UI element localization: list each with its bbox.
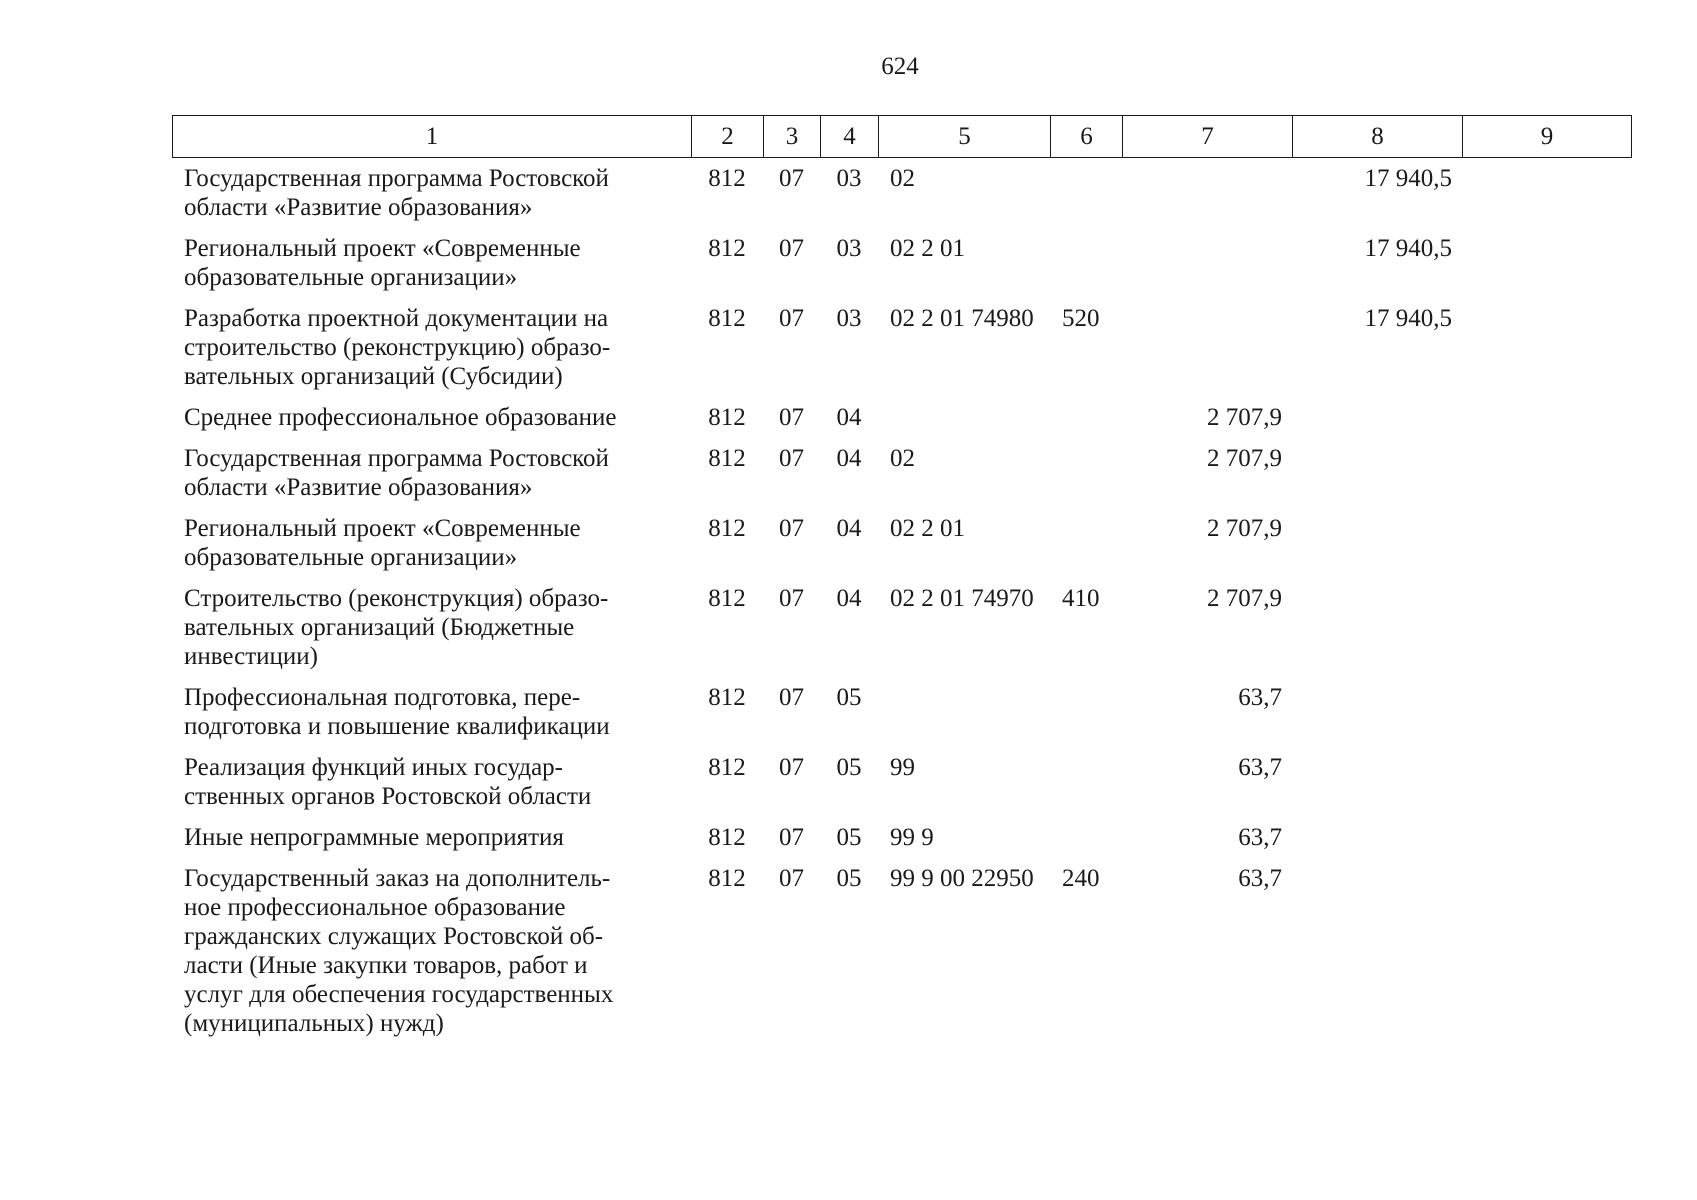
row-amount-col8: 17 940,5 — [1364, 305, 1452, 332]
header-col-6: 6 — [1051, 116, 1123, 158]
row-subsection: 05 — [836, 824, 862, 851]
row-amount-col9 — [1462, 158, 1631, 228]
row-amount-col9 — [1462, 858, 1631, 1044]
table-body — [172, 158, 1631, 1044]
row-grbs: 812 — [708, 824, 746, 851]
row-subsection: 04 — [836, 515, 862, 542]
table-row — [172, 228, 1631, 298]
row-amount-col7: 2 707,9 — [1207, 404, 1282, 431]
row-grbs: 812 — [708, 515, 746, 542]
row-name: Среднее профессиональное образование — [184, 404, 617, 431]
row-expense-type — [1050, 817, 1122, 858]
row-name: Региональный проект «Современные образовательные организации» — [184, 235, 581, 291]
row-target-article: 99 — [890, 754, 915, 781]
row-subsection: 03 — [836, 165, 862, 192]
row-amount-col9 — [1462, 438, 1631, 508]
row-grbs: 812 — [708, 684, 746, 711]
row-amount-col8 — [1292, 578, 1462, 677]
row-name: Профессиональная подготовка, пере- подготовка и повышение квалификации — [184, 684, 610, 740]
row-amount-col7: 63,7 — [1238, 684, 1282, 711]
row-amount-col9 — [1462, 397, 1631, 438]
row-subsection: 05 — [836, 865, 862, 892]
row-amount-col8: 17 940,5 — [1364, 165, 1452, 192]
row-section: 07 — [779, 165, 804, 192]
row-amount-col8 — [1292, 397, 1462, 438]
row-subsection: 03 — [836, 235, 862, 262]
table-row — [172, 508, 1631, 578]
table-row — [172, 438, 1631, 508]
row-subsection: 04 — [836, 445, 862, 472]
row-amount-col9 — [1462, 228, 1631, 298]
row-target-article: 02 2 01 74970 — [890, 585, 1034, 612]
row-expense-type — [1050, 508, 1122, 578]
row-expense-type: 520 — [1062, 305, 1100, 332]
row-target-article: 99 9 00 22950 — [890, 865, 1034, 892]
row-amount-col9 — [1462, 508, 1631, 578]
row-subsection: 04 — [836, 404, 862, 431]
row-grbs: 812 — [708, 445, 746, 472]
row-subsection: 03 — [836, 305, 862, 332]
row-amount-col8 — [1292, 858, 1462, 1044]
row-expense-type — [1050, 438, 1122, 508]
header-col-1: 1 — [173, 116, 692, 158]
row-expense-type — [1050, 397, 1122, 438]
row-section: 07 — [779, 585, 804, 612]
row-section: 07 — [779, 684, 804, 711]
row-amount-col8: 17 940,5 — [1364, 235, 1452, 262]
row-target-article: 02 — [890, 445, 915, 472]
row-amount-col7: 2 707,9 — [1207, 515, 1282, 542]
row-expense-type — [1050, 747, 1122, 817]
table-row — [172, 817, 1631, 858]
row-target-article: 99 9 — [890, 824, 934, 851]
row-amount-col7: 63,7 — [1238, 865, 1282, 892]
row-amount-col8 — [1292, 508, 1462, 578]
row-amount-col7: 2 707,9 — [1207, 445, 1282, 472]
row-section: 07 — [779, 754, 804, 781]
row-grbs: 812 — [708, 305, 746, 332]
row-amount-col7 — [1122, 158, 1292, 228]
row-grbs: 812 — [708, 585, 746, 612]
row-expense-type — [1050, 228, 1122, 298]
header-col-7: 7 — [1123, 116, 1293, 158]
row-name: Государственный заказ на дополнитель- ное профессиональное образование гражданских служащих Ростовской об- ласти (Иные закупки товаров, работ и услуг для обеспечения государственных (муниципальных) нужд) — [184, 865, 614, 1037]
row-grbs: 812 — [708, 165, 746, 192]
row-amount-col7 — [1122, 298, 1292, 397]
table-header — [172, 115, 1632, 158]
row-name: Государственная программа Ростовской области «Развитие образования» — [184, 165, 609, 221]
row-amount-col7 — [1122, 228, 1292, 298]
row-target-article: 02 2 01 — [890, 235, 965, 262]
row-expense-type: 410 — [1062, 585, 1100, 612]
row-amount-col9 — [1462, 817, 1631, 858]
row-subsection: 05 — [836, 754, 862, 781]
row-expense-type — [1050, 158, 1122, 228]
row-section: 07 — [779, 404, 804, 431]
row-subsection: 05 — [836, 684, 862, 711]
row-amount-col7: 63,7 — [1238, 824, 1282, 851]
row-name: Иные непрограммные мероприятия — [184, 824, 564, 851]
table-rows — [172, 158, 1631, 1044]
row-amount-col9 — [1462, 298, 1631, 397]
row-target-article: 02 2 01 — [890, 515, 965, 542]
row-section: 07 — [779, 235, 804, 262]
row-amount-col9 — [1462, 677, 1631, 747]
table-row — [172, 858, 1631, 1044]
row-amount-col9 — [1462, 747, 1631, 817]
row-grbs: 812 — [708, 404, 746, 431]
row-name: Региональный проект «Современные образовательные организации» — [184, 515, 581, 571]
header-row — [173, 116, 1632, 158]
row-name: Разработка проектной документации на строительство (реконструкцию) образо- вательных организаций (Субсидии) — [184, 305, 611, 390]
row-section: 07 — [779, 305, 804, 332]
table-row — [172, 747, 1631, 817]
row-name: Строительство (реконструкция) образо- вательных организаций (Бюджетные инвестиции) — [184, 585, 609, 670]
header-col-8: 8 — [1293, 116, 1463, 158]
table-row — [172, 677, 1631, 747]
row-section: 07 — [779, 865, 804, 892]
header-col-4: 4 — [821, 116, 879, 158]
header-col-2: 2 — [692, 116, 764, 158]
row-amount-col8 — [1292, 438, 1462, 508]
row-amount-col8 — [1292, 817, 1462, 858]
row-name: Государственная программа Ростовской области «Развитие образования» — [184, 445, 609, 501]
table-row — [172, 298, 1631, 397]
row-grbs: 812 — [708, 235, 746, 262]
row-expense-type: 240 — [1062, 865, 1100, 892]
header-col-9: 9 — [1463, 116, 1632, 158]
row-subsection: 04 — [836, 585, 862, 612]
row-amount-col9 — [1462, 578, 1631, 677]
row-amount-col8 — [1292, 677, 1462, 747]
row-expense-type — [1050, 677, 1122, 747]
table-row — [172, 578, 1631, 677]
page-number: 624 — [881, 53, 919, 80]
row-section: 07 — [779, 824, 804, 851]
row-target-article: 02 2 01 74980 — [890, 305, 1034, 332]
row-amount-col7: 63,7 — [1238, 754, 1282, 781]
row-amount-col7: 2 707,9 — [1207, 585, 1282, 612]
row-amount-col8 — [1292, 747, 1462, 817]
header-col-3: 3 — [764, 116, 821, 158]
row-target-article — [878, 677, 1050, 747]
header-col-5: 5 — [879, 116, 1051, 158]
row-name: Реализация функций иных государ- ственных органов Ростовской области — [184, 754, 592, 810]
row-section: 07 — [779, 515, 804, 542]
row-section: 07 — [779, 445, 804, 472]
table-row — [172, 158, 1631, 228]
row-grbs: 812 — [708, 865, 746, 892]
row-target-article: 02 — [890, 165, 915, 192]
row-grbs: 812 — [708, 754, 746, 781]
row-target-article — [878, 397, 1050, 438]
table-row — [172, 397, 1631, 438]
